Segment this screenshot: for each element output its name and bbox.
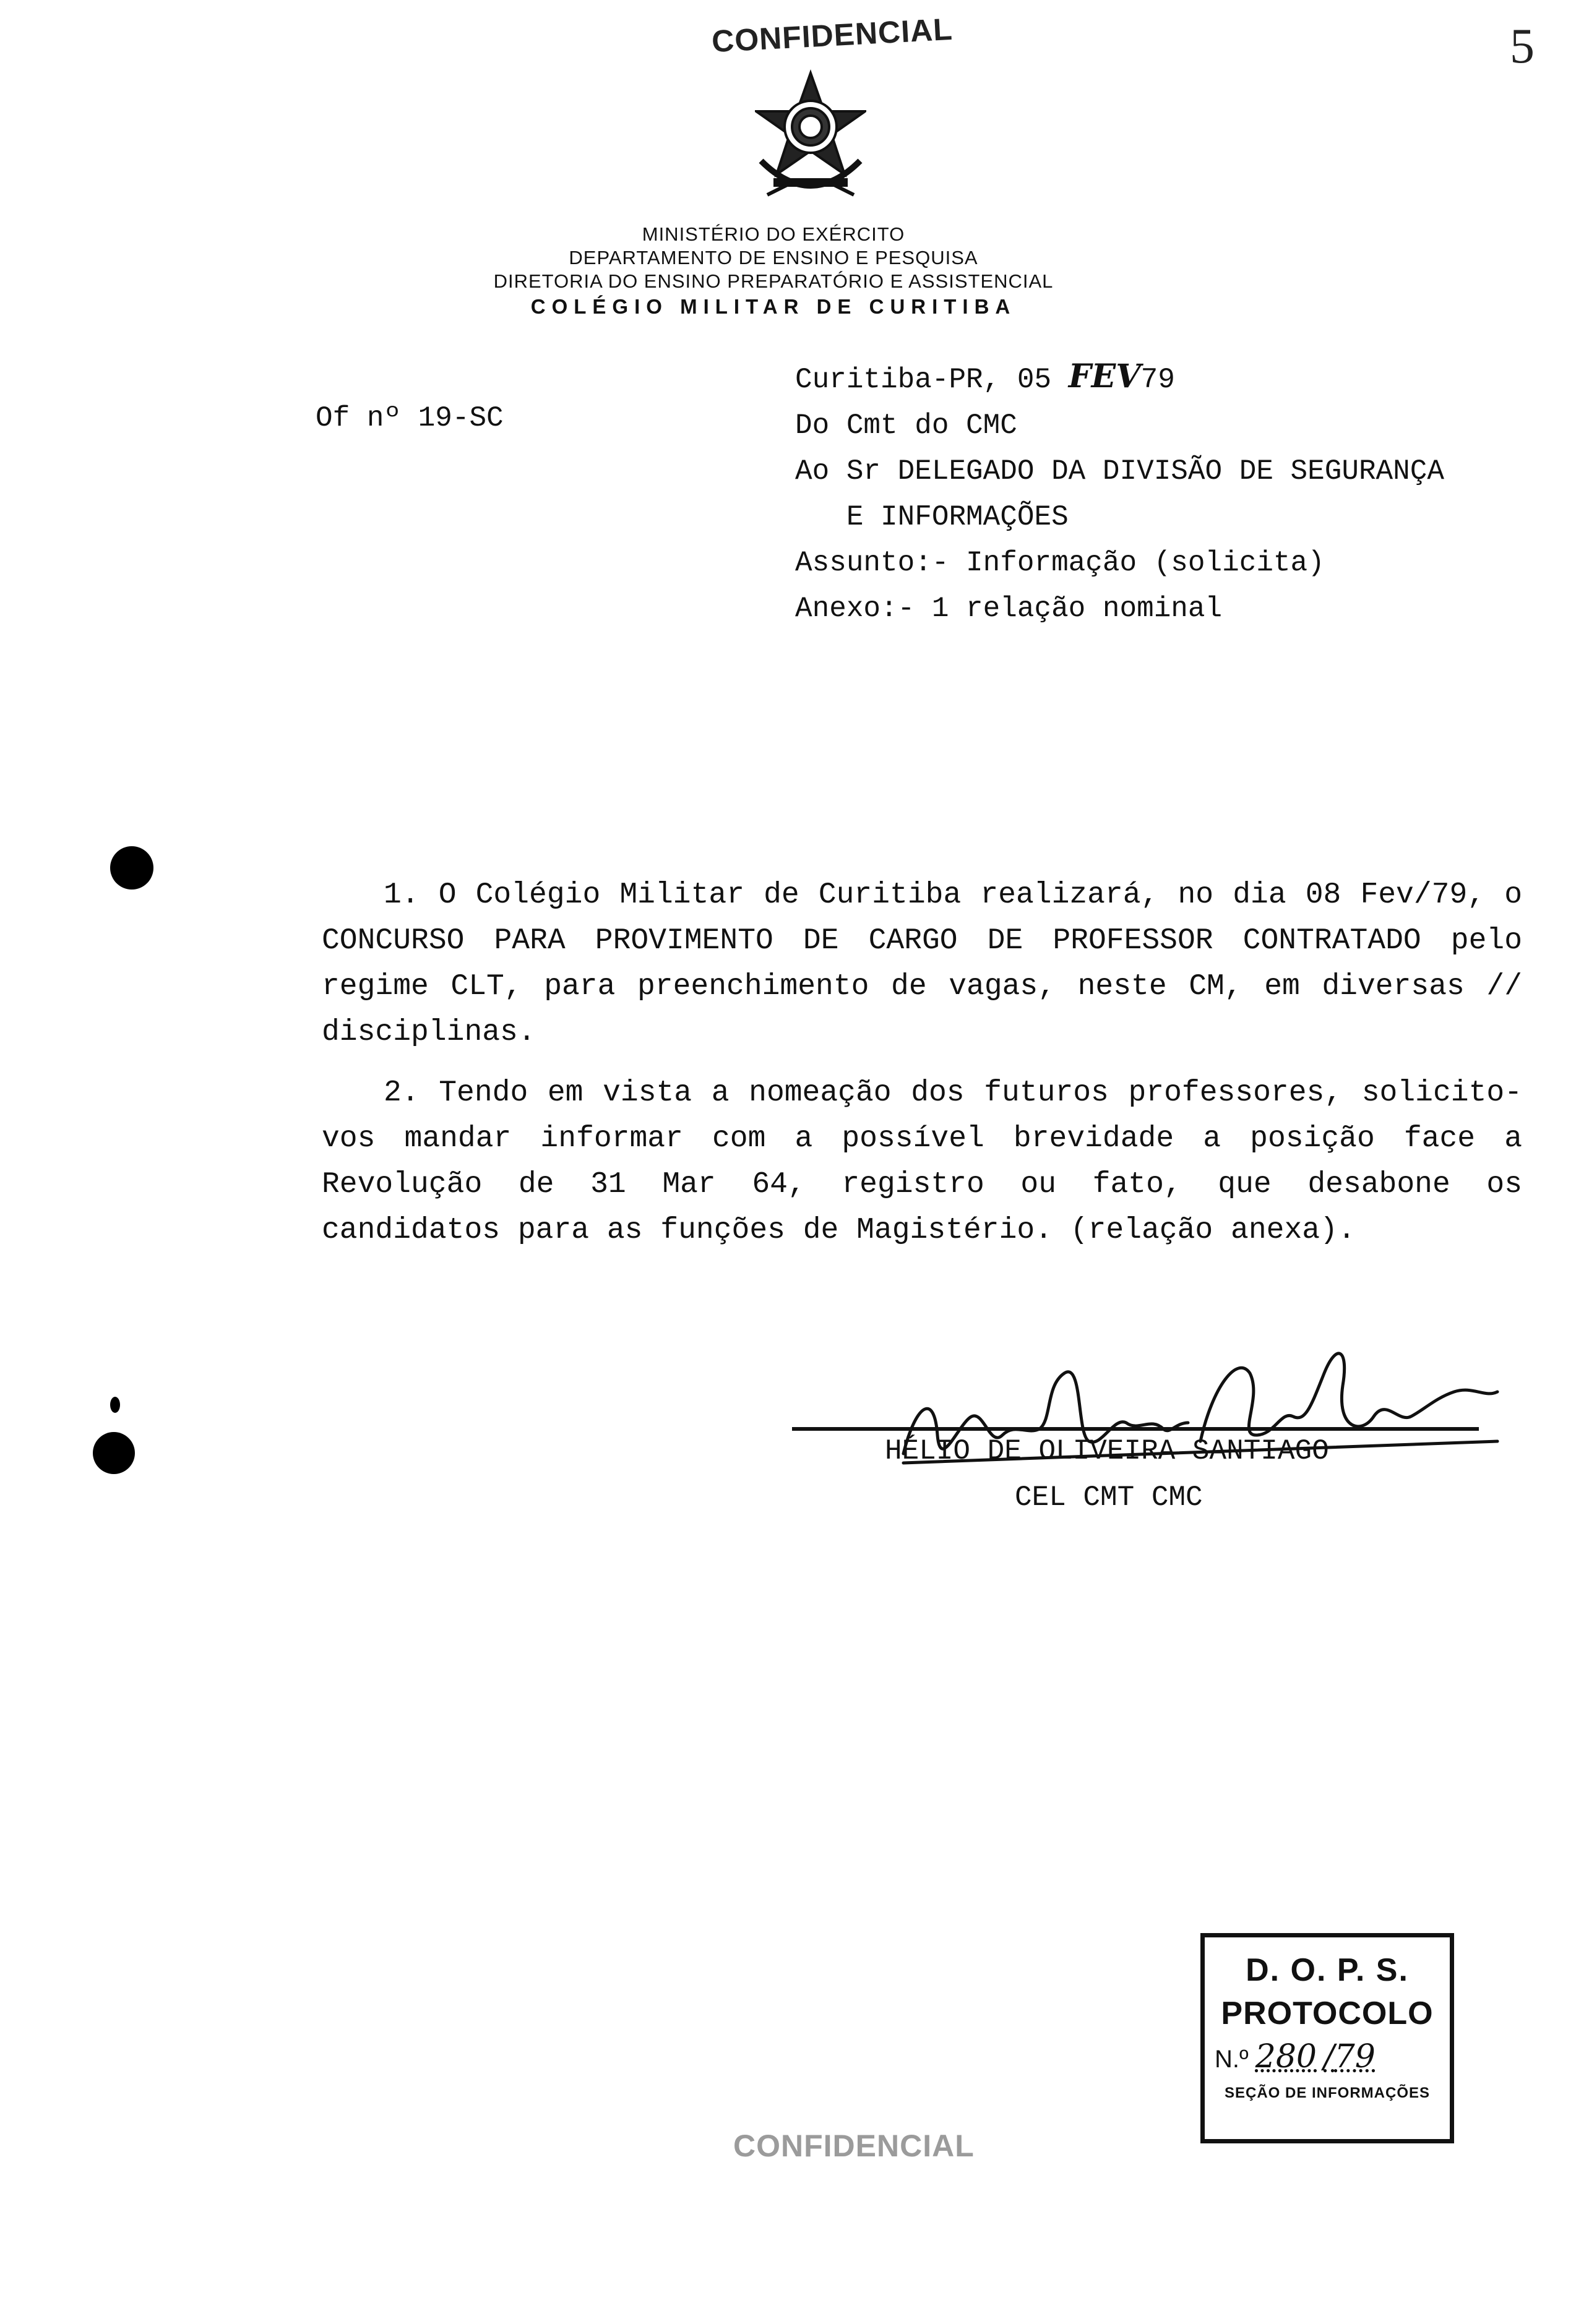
dops-number-value: 280: [1255, 2038, 1317, 2075]
letter-attachment: Anexo:- 1 relação nominal: [795, 593, 1223, 625]
confidential-stamp-top: CONFIDENCIAL: [710, 11, 954, 59]
date-year: 79: [1140, 364, 1175, 396]
letterhead-ministry: MINISTÉRIO DO EXÉRCITO: [642, 223, 905, 245]
letter-to: Ao Sr DELEGADO DA DIVISÃO DE SEGURANÇA: [795, 455, 1444, 487]
date-month-handwritten: FEV: [1068, 358, 1141, 395]
dops-protocol-number: N.º 280 /79: [1215, 2038, 1376, 2075]
ink-blot: [110, 1397, 120, 1413]
letter-subject: Assunto:- Informação (solicita): [795, 547, 1325, 579]
date-place: Curitiba-PR, 05: [795, 364, 1052, 396]
brazil-coat-of-arms-emblem: [755, 68, 866, 204]
letterhead-school: COLÉGIO MILITAR DE CURITIBA: [530, 295, 1017, 318]
signature-line: [792, 1427, 1479, 1431]
letter-to-continued: E INFORMAÇÕES: [846, 501, 1069, 533]
signer-rank: CEL CMT CMC: [1015, 1481, 1203, 1514]
ink-blot: [110, 846, 153, 890]
dops-number-prefix: N.º: [1215, 2046, 1249, 2073]
letter-meta-block: [795, 354, 1444, 632]
dops-section: SEÇÃO DE INFORMAÇÕES: [1224, 2085, 1431, 2101]
letterhead-department: DEPARTAMENTO DE ENSINO E PESQUISA: [569, 247, 978, 268]
letter-from: Do Cmt do CMC: [795, 409, 1017, 442]
body-paragraph-2: 2. Tendo em vista a nomeação dos futuros professores, solicito-vos mandar informar com a possível brevidade a posição face a Revolução de 31 Mar 64, registro ou fato, que desabone os candidatos para as funções de Magistério. (relação anexa).: [322, 1076, 1522, 1247]
handwritten-page-number: 5: [1510, 19, 1535, 74]
letterhead-directorate: DIRETORIA DO ENSINO PREPARATÓRIO E ASSISTENCIAL: [493, 270, 1054, 292]
signer-name: HÉLIO DE OLIVEIRA SANTIAGO: [885, 1435, 1329, 1467]
office-reference-number: Of nº 19-SC: [316, 402, 504, 434]
body-paragraph-1: 1. O Colégio Militar de Curitiba realizará, no dia 08 Fev/79, o CONCURSO PARA PROVIMENTO DE CARGO DE PROFESSOR CONTRATADO pelo regime CLT, para preenchimento de vagas, neste CM, em diversas // disciplinas.: [322, 878, 1522, 1049]
dops-protocol-stamp: [1200, 1933, 1454, 2143]
letterhead: [248, 223, 1299, 320]
dops-number-year: 79: [1334, 2038, 1376, 2075]
dops-title: D. O. P. S.: [1246, 1952, 1409, 1988]
confidential-stamp-bottom: CONFIDENCIAL: [733, 2129, 975, 2163]
ink-blot: [93, 1432, 135, 1474]
dops-protocol-label: PROTOCOLO: [1221, 1996, 1434, 2031]
